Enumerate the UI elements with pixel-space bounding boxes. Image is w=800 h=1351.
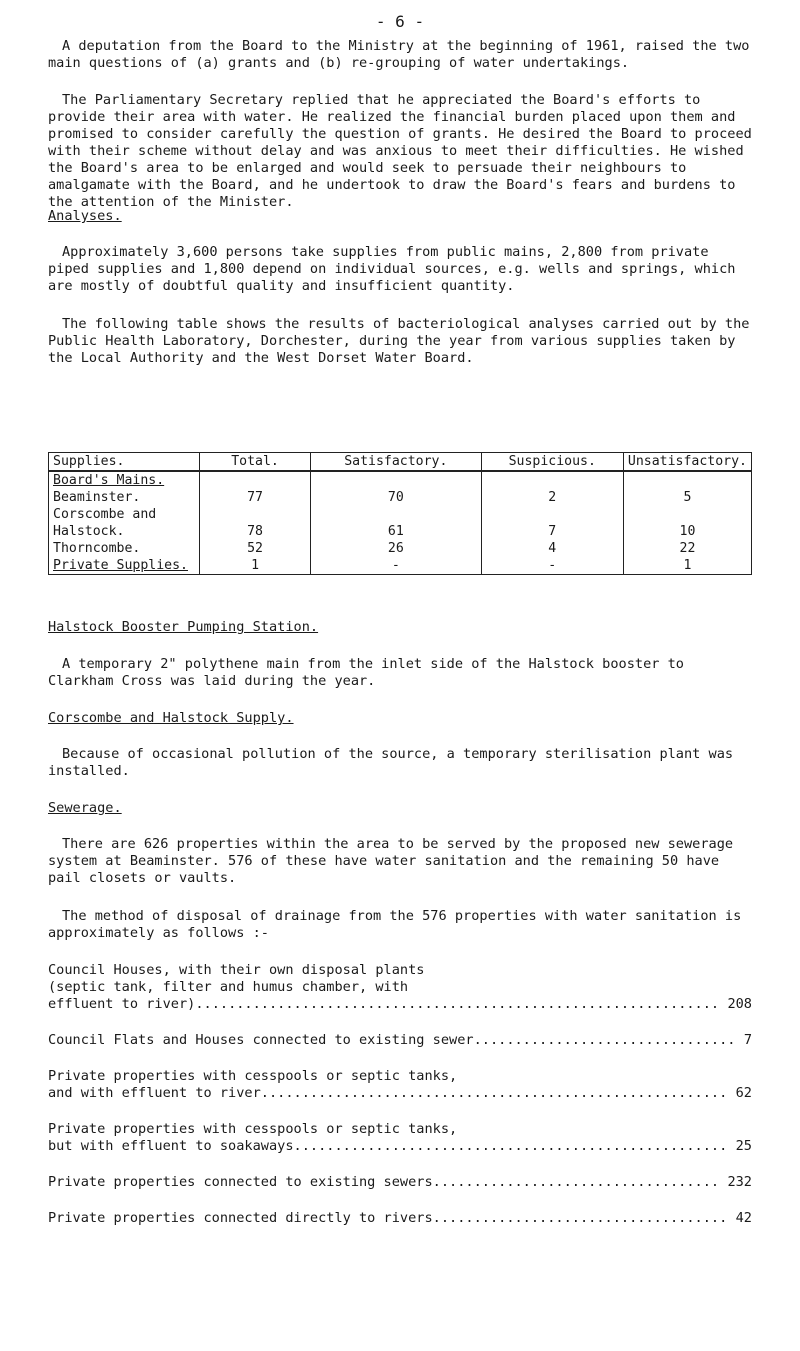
disposal-item-6 <box>48 1210 752 1227</box>
analyses-paragraph-1: Approximately 3,600 persons take supplies from public mains, 2,800 from private piped supplies and 1,800 depend on individual sources, e.g. wells and springs, which are mostly of doubtful quality and insufficient quantity. <box>48 244 736 294</box>
col-header-unsatisfactory: Unsatisfactory. <box>623 453 751 472</box>
disposal-item-1-line-2: (septic tank, filter and humus chamber, with <box>48 979 409 995</box>
row-suspicious: 7 <box>481 523 623 540</box>
intro-paragraph: A deputation from the Board to the Ministry at the beginning of 1961, raised the two main questions of (a) grants and (b) re-grouping of water undertakings. <box>48 38 750 71</box>
disposal-item-2 <box>48 1032 752 1049</box>
halstock-paragraph: A temporary 2" polythene main from the inlet side of the Halstock booster to Clarkham Cross was laid during the year. <box>48 656 684 689</box>
disposal-item-3-line-2: and with effluent to river <box>48 1085 261 1101</box>
row-name: Thorncombe. <box>49 540 200 557</box>
disposal-item-3-line-1: Private properties with cesspools or septic tanks, <box>48 1068 458 1084</box>
row-total: 77 <box>200 489 311 506</box>
row-name: Beaminster. <box>49 489 200 506</box>
page-number: - 6 - <box>375 12 425 31</box>
row-name: Halstock. <box>49 523 200 540</box>
disposal-item-2-value: 7 <box>743 1032 752 1048</box>
disposal-item-6-value: 42 <box>735 1210 752 1226</box>
disposal-item-4-line-2: but with effluent to soakaways <box>48 1138 294 1154</box>
row-satisfactory: 70 <box>311 489 482 506</box>
disposal-item-4 <box>48 1138 752 1155</box>
row-name: Corscombe and <box>49 506 200 523</box>
dot-leader <box>294 1138 730 1155</box>
table-row <box>49 489 752 506</box>
row-total: 52 <box>200 540 311 557</box>
disposal-item-1 <box>48 996 752 1013</box>
sewerage-paragraph-1: There are 626 properties within the area to be served by the proposed new sewerage system at Beaminster. 576 of these have water sanitation and the remaining 50 have pail closets or vaults. <box>48 836 734 886</box>
row-unsatisfactory: 5 <box>623 489 751 506</box>
sewerage-heading: Sewerage. <box>48 800 122 816</box>
col-header-satisfactory: Satisfactory. <box>311 453 482 472</box>
table-row <box>49 557 752 575</box>
row-suspicious: 4 <box>481 540 623 557</box>
dot-leader <box>433 1210 730 1227</box>
disposal-item-4-value: 25 <box>735 1138 752 1154</box>
disposal-item-5 <box>48 1174 752 1191</box>
col-header-total: Total. <box>200 453 311 472</box>
table-header-row <box>49 453 752 472</box>
row-satisfactory: 26 <box>311 540 482 557</box>
analyses-table <box>48 452 752 575</box>
dot-leader <box>195 996 721 1013</box>
row-name: Private Supplies. <box>49 557 200 575</box>
corscombe-paragraph: Because of occasional pollution of the source, a temporary sterilisation plant was installed. <box>48 746 734 779</box>
analyses-paragraph-2: The following table shows the results of bacteriological analyses carried out by the Public Health Laboratory, Dorchester, during the year from various supplies taken by the Local Authority and the West Dorset Water Board. <box>48 316 750 366</box>
analyses-heading: Analyses. <box>48 208 122 224</box>
disposal-item-1-line-1: Council Houses, with their own disposal plants <box>48 962 425 978</box>
disposal-item-6-line-1: Private properties connected directly to rivers <box>48 1210 433 1226</box>
disposal-item-1-line-3: effluent to river) <box>48 996 196 1012</box>
row-suspicious: 2 <box>481 489 623 506</box>
table-row <box>49 523 752 540</box>
disposal-item-5-line-1: Private properties connected to existing sewers <box>48 1174 433 1190</box>
col-header-supplies: Supplies. <box>49 453 200 472</box>
row-unsatisfactory: 10 <box>623 523 751 540</box>
row-total <box>200 506 311 523</box>
table-row <box>49 540 752 557</box>
corscombe-heading: Corscombe and Halstock Supply. <box>48 710 294 726</box>
sewerage-paragraph-2: The method of disposal of drainage from the 576 properties with water sanitation is approximately as follows :- <box>48 908 742 941</box>
table-row-group <box>49 471 752 489</box>
row-unsatisfactory: 22 <box>623 540 751 557</box>
row-unsatisfactory <box>623 506 751 523</box>
row-total: 1 <box>200 557 311 575</box>
disposal-item-2-line-1: Council Flats and Houses connected to existing sewer <box>48 1032 474 1048</box>
disposal-item-5-value: 232 <box>727 1174 752 1190</box>
disposal-item-3 <box>48 1085 752 1102</box>
row-satisfactory: 61 <box>311 523 482 540</box>
dot-leader <box>433 1174 722 1191</box>
reply-paragraph: The Parliamentary Secretary replied that he appreciated the Board's efforts to provide their area with water. He realized the financial burden placed upon them and promised to consider carefully the question of grants. He desired the Board to proceed with their scheme without delay and was anxious to meet their difficulties. He wished the Board's area to be enlarged and would seek to persuade their neighbours to amalgamate with the Board, and he undertook to draw the Board's fears and burdens to the attention of the Minister. <box>48 92 752 210</box>
row-satisfactory: - <box>311 557 482 575</box>
row-unsatisfactory: 1 <box>623 557 751 575</box>
dot-leader <box>261 1085 730 1102</box>
group-label: Board's Mains. <box>49 471 200 489</box>
disposal-item-1-value: 208 <box>727 996 752 1012</box>
dot-leader <box>474 1032 738 1049</box>
row-total: 78 <box>200 523 311 540</box>
table-row <box>49 506 752 523</box>
row-satisfactory <box>311 506 482 523</box>
col-header-suspicious: Suspicious. <box>481 453 623 472</box>
row-suspicious <box>481 506 623 523</box>
halstock-heading: Halstock Booster Pumping Station. <box>48 619 319 635</box>
disposal-item-4-line-1: Private properties with cesspools or septic tanks, <box>48 1121 458 1137</box>
disposal-item-3-value: 62 <box>735 1085 752 1101</box>
row-suspicious: - <box>481 557 623 575</box>
